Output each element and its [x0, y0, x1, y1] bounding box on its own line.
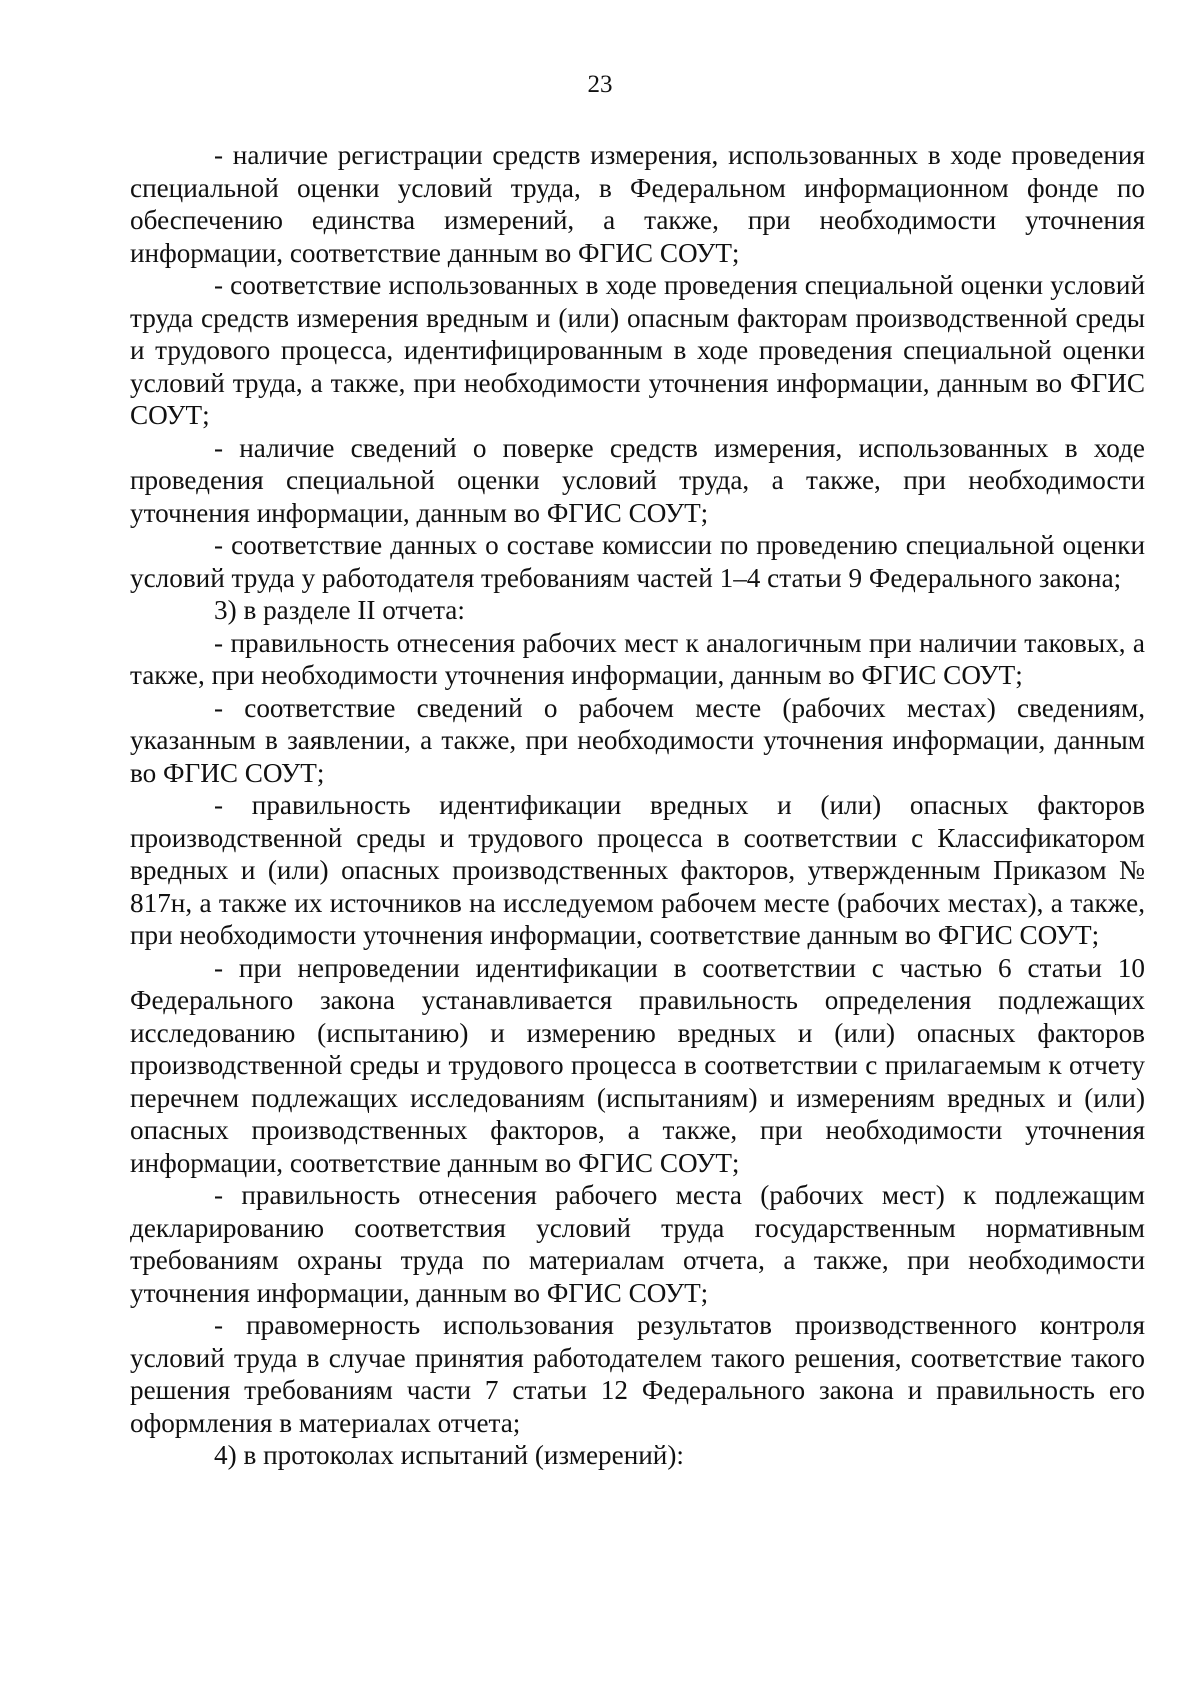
paragraph: - правомерность использования результатов производственного контроля условий труда в случае принятия работодателем такого решения, соответствие такого решения требованиям части 7 статьи 12 Федерального закона и правильность его оформления в материалах отчета; — [130, 1310, 1145, 1438]
paragraph: 4) в протоколах испытаний (измерений): — [214, 1440, 684, 1470]
paragraph: - при непроведении идентификации в соответствии с частью 6 статьи 10 Федерального закона устанавливается правильность определения подлежащих исследованию (испытанию) и измерению вредных и (или) опасных факторов производственной среды и трудового процесса в соответствии с прилагаемым к отчету перечнем подлежащих исследованиям (испытаниям) и измерениям вредных и (или) опасных производственных факторов, а также, при необходимости уточнения информации, соответствие данным во ФГИС СОУТ; — [130, 952, 1145, 1178]
document-body — [130, 139, 1145, 1472]
paragraph: - правильность отнесения рабочих мест к аналогичным при наличии таковых, а также, при необходимости уточнения информации, данным во ФГИС СОУТ; — [130, 627, 1145, 690]
page-number: 23 — [587, 71, 613, 98]
paragraph: - правильность отнесения рабочего места (рабочих мест) к подлежащим декларированию соответствия условий труда государственным нормативным требованиям охраны труда по материалам отчета, а также, при необходимости уточнения информации, данным во ФГИС СОУТ; — [130, 1180, 1145, 1308]
paragraph: 3) в разделе II отчета: — [214, 595, 465, 625]
paragraph: - соответствие сведений о рабочем месте (рабочих местах) сведениям, указанным в заявлении, а также, при необходимости уточнения информации, данным во ФГИС СОУТ; — [130, 692, 1145, 788]
paragraph: - соответствие данных о составе комиссии по проведению специальной оценки условий труда у работодателя требованиям частей 1–4 статьи 9 Федерального закона; — [130, 530, 1145, 593]
paragraph: - наличие регистрации средств измерения, использованных в ходе проведения специальной оценки условий труда, в Федеральном информационном фонде по обеспечению единства измерений, а также, при необходимости уточнения информации, соответствие данным во ФГИС СОУТ; — [130, 140, 1145, 268]
paragraph: - соответствие использованных в ходе проведения специальной оценки условий труда средств измерения вредным и (или) опасным факторам производственной среды и трудового процесса, идентифицированным в ходе проведения специальной оценки условий труда, а также, при необходимости уточнения информации, данным во ФГИС СОУТ; — [130, 270, 1145, 430]
paragraph: - наличие сведений о поверке средств измерения, использованных в ходе проведения специальной оценки условий труда, а также, при необходимости уточнения информации, данным во ФГИС СОУТ; — [130, 432, 1145, 528]
paragraph: - правильность идентификации вредных и (или) опасных факторов производственной среды и трудового процесса в соответствии с Классификатором вредных и (или) опасных производственных факторов, утвержденным Приказом № 817н, а также их источников на исследуемом рабочем месте (рабочих местах), а также, при необходимости уточнения информации, соответствие данным во ФГИС СОУТ; — [130, 790, 1145, 950]
